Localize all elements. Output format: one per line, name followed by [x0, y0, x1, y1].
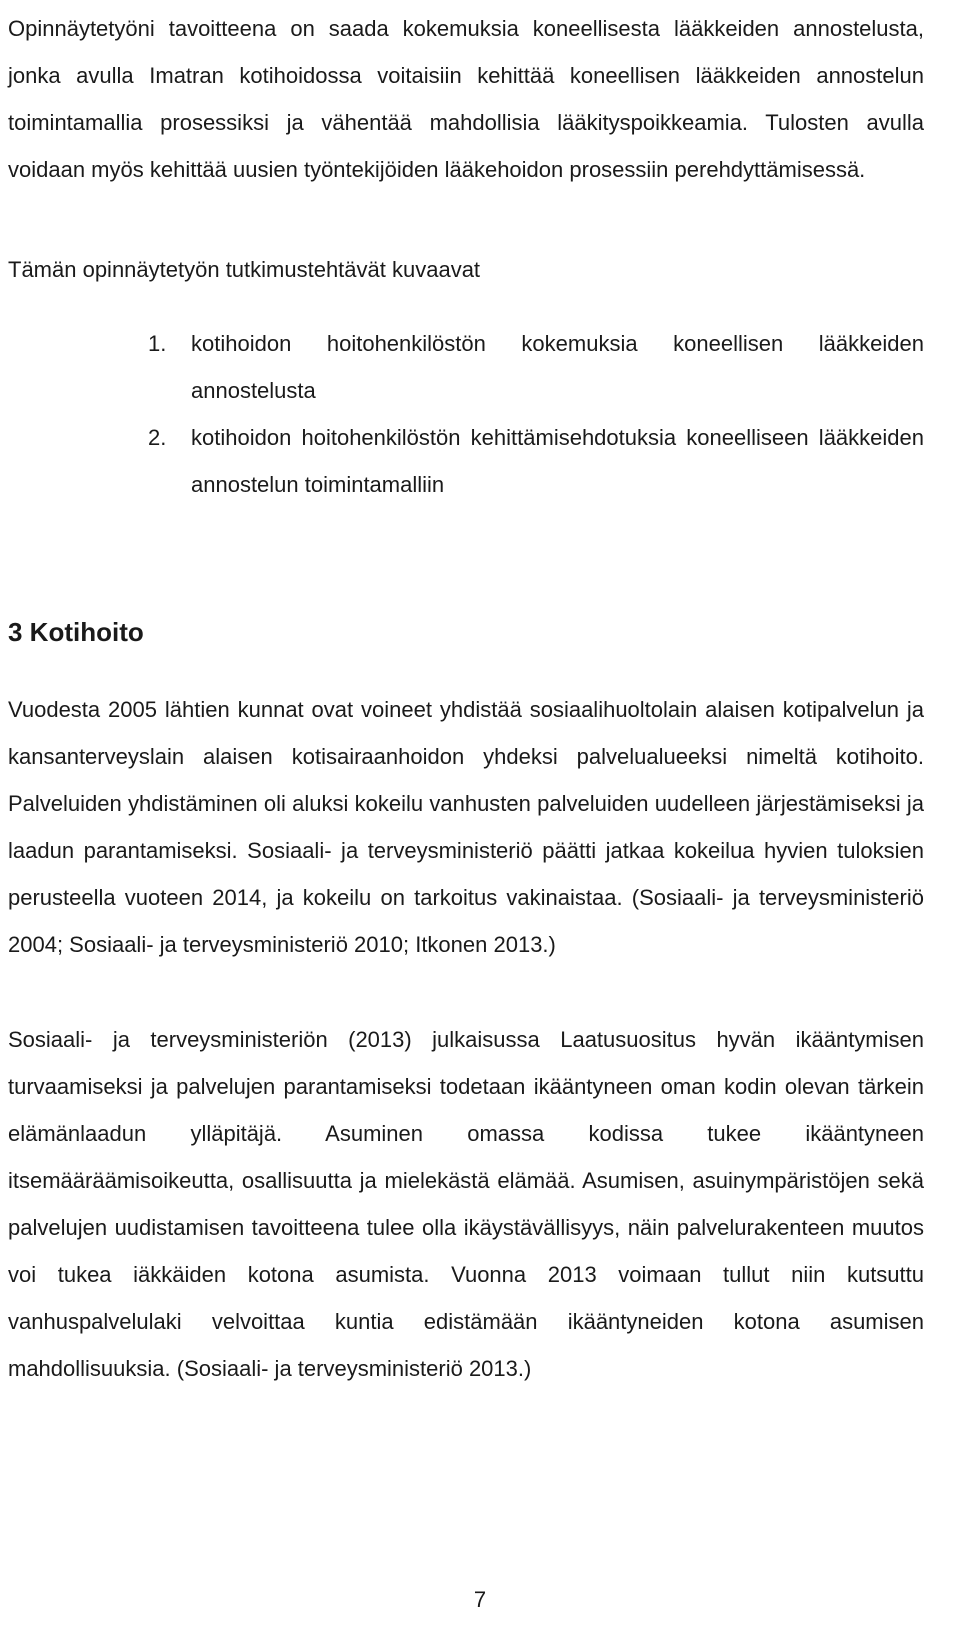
section-paragraph: Vuodesta 2005 lähtien kunnat ovat voineet yhdistää sosiaalihuoltolain alaisen kotipalvelun ja kansanterveyslain alaisen kotisairaanhoidon yhdeksi palvelualueeksi nimeltä kotihoito. Palveluiden yhdistäminen oli aluksi kokeilu vanhusten palveluiden uudelleen järjestämiseksi ja laadun parantamiseksi. Sosiaali- ja terveysministeriö päätti jatkaa kokeilua hyvien tuloksien perusteella vuoteen 2014, ja kokeilu on tarkoitus vakinaistaa. (Sosiaali- ja terveysministeriö 2004; Sosiaali- ja terveysministeriö 2010; Itkonen 2013.) — [8, 697, 924, 957]
section-heading: 3 Kotihoito — [8, 617, 144, 647]
list-item-text: kotihoidon hoitohenkilöstön kokemuksia koneellisen lääkkeiden annostelusta — [191, 331, 924, 403]
list-item-text: kotihoidon hoitohenkilöstön kehittämisehdotuksia koneelliseen lääkkeiden annostelun toimintamalliin — [191, 425, 924, 497]
research-tasks-list — [8, 320, 924, 508]
list-item-number: 2. — [148, 425, 167, 450]
intro-paragraph: Opinnäytetyöni tavoitteena on saada kokemuksia koneellisesta lääkkeiden annostelusta, jonka avulla Imatran kotihoidossa voitaisiin kehittää koneellisen lääkkeiden annostelun toimintamallia prosessiksi ja vähentää mahdollisia lääkityspoikkeamia. Tulosten avulla voidaan myös kehittää uusien työntekijöiden lääkehoidon prosessiin perehdyttämisessä. — [8, 16, 924, 182]
list-item — [8, 414, 924, 508]
list-item-number: 1. — [148, 331, 167, 356]
list-item — [8, 320, 924, 414]
research-tasks-intro: Tämän opinnäytetyön tutkimustehtävät kuvaavat — [8, 257, 481, 282]
section-paragraph: Sosiaali- ja terveysministeriön (2013) julkaisussa Laatusuositus hyvän ikääntymisen turvaamiseksi ja palvelujen parantamiseksi todetaan ikääntyneen oman kodin olevan tärkein elämänlaadun ylläpitäjä. Asuminen omassa kodissa tukee ikääntyneen itsemääräämisoikeutta, osallisuutta ja mielekästä elämää. Asumisen, asuinympäristöjen sekä palvelujen uudistamisen tavoitteena tulee olla ikäystävällisyys, näin palvelurakenteen muutos voi tukea iäkkäiden kotona asumista. Vuonna 2013 voimaan tullut niin kutsuttu vanhuspalvelulaki velvoittaa kuntia edistämään ikääntyneiden kotona asumisen mahdollisuuksia. (Sosiaali- ja terveysministeriö 2013.) — [8, 1027, 924, 1381]
page-number: 7 — [473, 1587, 487, 1612]
